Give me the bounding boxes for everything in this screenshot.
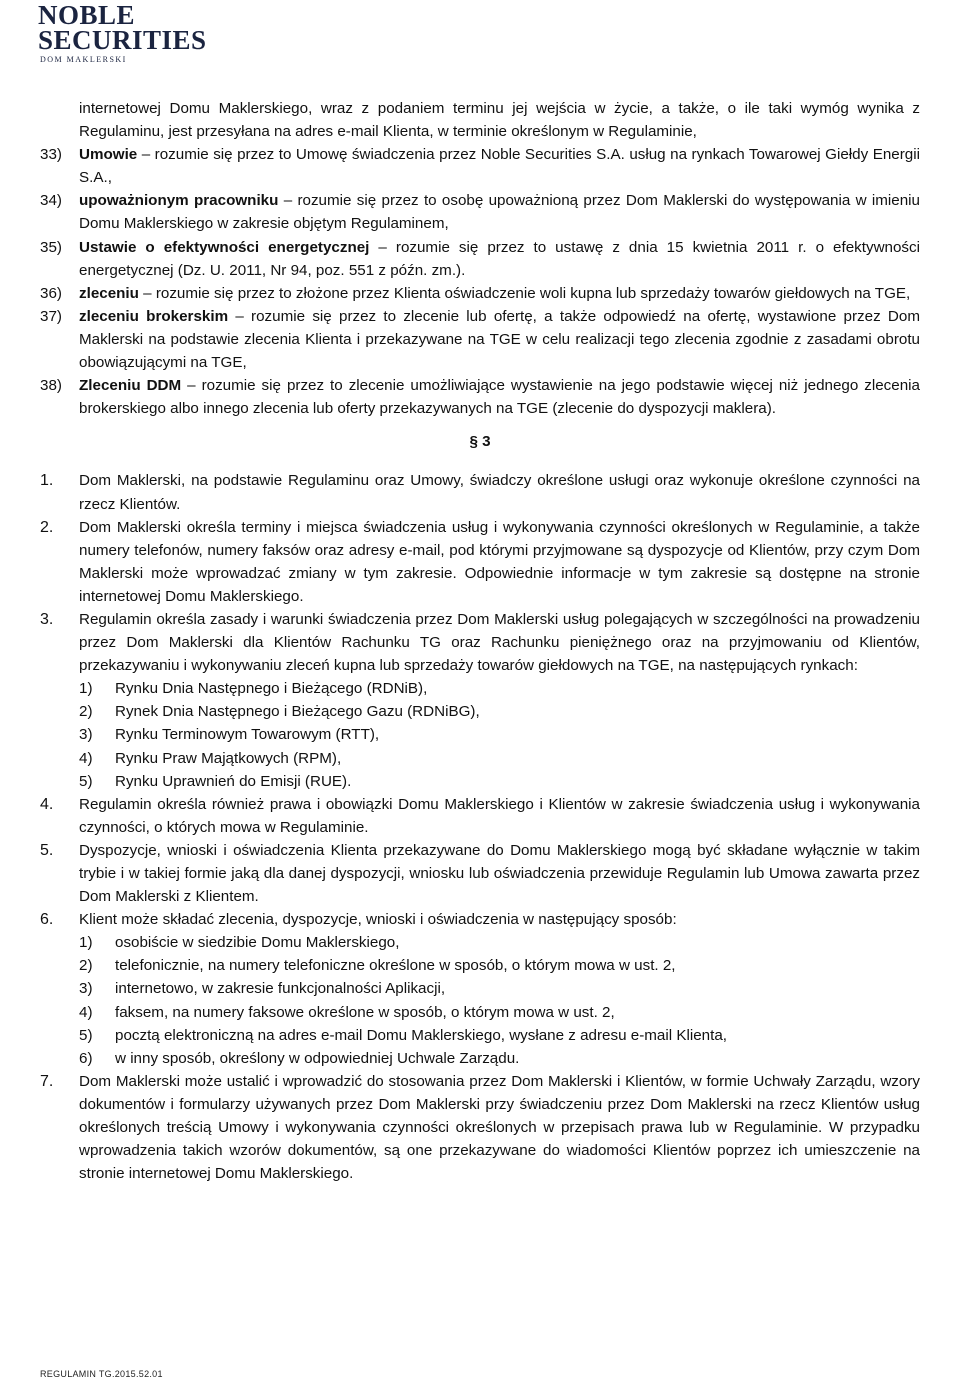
point-number: 5.	[40, 841, 54, 859]
point-item	[40, 1070, 920, 1185]
method-text: faksem, na numery faksowe określone w sposób, o którym mowa w ust. 2,	[115, 1003, 615, 1021]
method-item	[40, 1024, 920, 1047]
definition-body	[79, 305, 920, 374]
method-item	[40, 931, 920, 954]
method-text: osobiście w siedzibie Domu Maklerskiego,	[115, 934, 400, 952]
market-item	[40, 747, 920, 770]
definition-term: upoważnionym pracowniku	[79, 192, 279, 210]
company-logo	[38, 2, 208, 64]
definition-text: – rozumie się przez to złożone przez Klienta oświadczenie woli kupna lub sprzedaży towarów giełdowych na TGE,	[138, 284, 911, 302]
market-item	[40, 723, 920, 746]
method-item	[40, 977, 920, 1000]
point-text: Dom Maklerski, na podstawie Regulaminu oraz Umowy, świadczy określone usługi oraz wykonuje określone czynności na rzecz Klientów.	[79, 472, 920, 513]
method-number: 2)	[79, 957, 93, 975]
definition-body	[79, 189, 920, 235]
point-number: 1.	[40, 472, 54, 490]
market-number: 2)	[79, 703, 93, 721]
section-heading: § 3	[469, 433, 491, 451]
logo-line-2: SECURITIES	[38, 25, 207, 55]
market-number: 5)	[79, 772, 93, 790]
definition-text: – rozumie się przez to zlecenie umożliwiające wystawienie na jego podstawie więcej niż jednego zlecenia brokerskiego albo innego zlecenia lub oferty przekazywanych na TGE (zlecenie do dyspozycji maklera).	[79, 377, 920, 418]
point-item	[40, 908, 920, 931]
method-number: 3)	[79, 980, 93, 998]
definition-number: 36)	[40, 284, 62, 302]
market-item	[40, 677, 920, 700]
point-item	[40, 793, 920, 839]
points-list-1	[40, 469, 920, 677]
point-number: 3.	[40, 610, 54, 628]
method-number: 5)	[79, 1026, 93, 1044]
market-item	[40, 700, 920, 723]
method-text: internetowo, w zakresie funkcjonalności Aplikacji,	[115, 980, 446, 998]
market-number: 1)	[79, 680, 93, 698]
market-text: Rynku Uprawnień do Emisji (RUE).	[115, 772, 352, 790]
definition-item	[40, 305, 920, 374]
methods-list	[40, 931, 920, 1070]
definition-body	[79, 282, 920, 305]
market-text: Rynku Praw Majątkowych (RPM),	[115, 749, 342, 767]
method-text: pocztą elektroniczną na adres e-mail Domu Maklerskiego, wysłane z adresu e-mail Klienta,	[115, 1026, 727, 1044]
definition-number: 33)	[40, 146, 62, 164]
definition-body	[79, 236, 920, 282]
method-item	[40, 1001, 920, 1024]
definition-term: zleceniu brokerskim	[79, 307, 229, 325]
point-item	[40, 516, 920, 608]
method-item	[40, 954, 920, 977]
definition-item	[40, 374, 920, 420]
definition-body	[79, 374, 920, 420]
point-text: Dyspozycje, wnioski i oświadczenia Klienta przekazywane do Domu Maklerskiego mogą być składane wyłącznie w takim trybie i w takiej formie jaką dla danej dyspozycji, wniosku lub oświadczenia przewiduje Regulamin lub Umowa zawarta przez Dom Maklerski z Klientem.	[79, 841, 920, 906]
point-item	[40, 469, 920, 515]
point-text: Regulamin określa zasady i warunki świadczenia przez Dom Maklerski usług polegających w szczególności na prowadzeniu przez Dom Maklerski dla Klientów Rachunku TG oraz Rachunku pieniężnego oraz na przyjmowaniu od Klientów, przekazywaniu i wykonywaniu zleceń kupna lub sprzedaży towarów giełdowych na TGE, na następujących rynkach:	[79, 610, 920, 675]
point-text: Dom Maklerski określa terminy i miejsca świadczenia usług i wykonywania czynności określonych w Regulaminie, a także numery telefonów, numery faksów oraz adresy e-mail, pod którymi przyjmowane są dyspozycje od Klientów, przy czym Dom Maklerski może wprowadzać zmiany w tym zakresie. Odpowiednie informacje w tym zakresie są dostępne na stronie internetowej Domu Maklerskiego.	[79, 518, 920, 605]
definition-number: 38)	[40, 377, 62, 395]
definition-item	[40, 236, 920, 282]
definition-item	[40, 189, 920, 235]
point-number: 4.	[40, 795, 54, 813]
definitions-list	[40, 143, 920, 420]
point-item	[40, 608, 920, 677]
method-number: 6)	[79, 1049, 93, 1067]
definition-item	[40, 143, 920, 189]
point-number: 2.	[40, 518, 54, 536]
logo-line-3: DOM MAKLERSKI	[40, 55, 127, 64]
definition-text: – rozumie się przez to ustawę z dnia 15 kwietnia 2011 r. o efektywności energetycznej (Dz. U. 2011, Nr 94, poz. 551 z późn. zm.).	[79, 238, 920, 279]
market-number: 4)	[79, 749, 93, 767]
point-text: Klient może składać zlecenia, dyspozycje, wnioski i oświadczenia w następujący sposób:	[79, 911, 677, 929]
definition-text: – rozumie się przez to osobę upoważnioną przez Dom Maklerski do występowania w imieniu Domu Maklerskiego w zakresie objętym Regulaminem,	[79, 192, 920, 233]
method-number: 4)	[79, 1003, 93, 1021]
logo-line-1: NOBLE	[38, 0, 136, 30]
point-text: Dom Maklerski może ustalić i wprowadzić do stosowania przez Dom Maklerski i Klientów, w formie Uchwały Zarządu, wzory dokumentów i formularzy używanych przez Dom Maklerski przy świadczeniu przez Dom Maklerski na rzecz Klientów usług określonych treścią Umowy i wykonywania czynności określonych w przepisach prawa lub w Regulaminie. W przypadku wprowadzenia takich wzorów dokumentów, są one przekazywane do wiadomości Klientów poprzez ich umieszczenie na stronie internetowej Domu Maklerskiego.	[79, 1072, 920, 1183]
definition-body	[79, 143, 920, 189]
market-number: 3)	[79, 726, 93, 744]
definition-term: Ustawie o efektywności energetycznej	[79, 238, 370, 256]
method-item	[40, 1047, 920, 1070]
market-text: Rynku Terminowym Towarowym (RTT),	[115, 726, 380, 744]
definition-number: 34)	[40, 192, 62, 210]
definition-term: Zleceniu DDM	[79, 377, 182, 395]
definition-number: 37)	[40, 307, 62, 325]
market-text: Rynek Dnia Następnego i Bieżącego Gazu (RDNiBG),	[115, 703, 480, 721]
market-text: Rynku Dnia Następnego i Bieżącego (RDNiB),	[115, 680, 428, 698]
definition-item	[40, 282, 920, 305]
definition-text: – rozumie się przez to Umowę świadczenia przez Noble Securities S.A. usług na rynkach Towarowej Giełdy Energii S.A.,	[79, 146, 920, 187]
method-number: 1)	[79, 934, 93, 952]
market-item	[40, 770, 920, 793]
definition-number: 35)	[40, 238, 62, 256]
point-number: 6.	[40, 911, 54, 929]
point-item	[40, 839, 920, 908]
point-text: Regulamin określa również prawa i obowiązki Domu Maklerskiego i Klientów w zakresie świadczenia usług i wykonywania czynności, o których mowa w Regulaminie.	[79, 795, 920, 836]
definition-text: – rozumie się przez to zlecenie lub ofertę, a także odpowiedź na ofertę, wystawione przez Dom Maklerski na podstawie zlecenia Klienta i przekazywane na TGE w celu realizacji tego zlecenia zgodnie z zasadami obrotu obowiązującymi na TGE,	[79, 307, 920, 372]
definition-term: zleceniu	[79, 284, 139, 302]
footer-doc-id: REGULAMIN TG.2015.52.01	[40, 1369, 163, 1379]
markets-list	[40, 677, 920, 792]
method-text: telefonicznie, na numery telefoniczne określone w sposób, o którym mowa w ust. 2,	[115, 957, 676, 975]
point-number: 7.	[40, 1072, 54, 1090]
document-body	[40, 97, 920, 1185]
definition-term: Umowie	[79, 146, 138, 164]
intro-paragraph: internetowej Domu Maklerskiego, wraz z podaniem terminu jej wejścia w życie, a także, o ile taki wymóg wynika z Regulaminu, jest przesyłana na adres e-mail Klienta, w terminie określonym w Regulaminie,	[79, 100, 920, 141]
method-text: w inny sposób, określony w odpowiedniej Uchwale Zarządu.	[115, 1049, 520, 1067]
points-list-2	[40, 793, 920, 932]
